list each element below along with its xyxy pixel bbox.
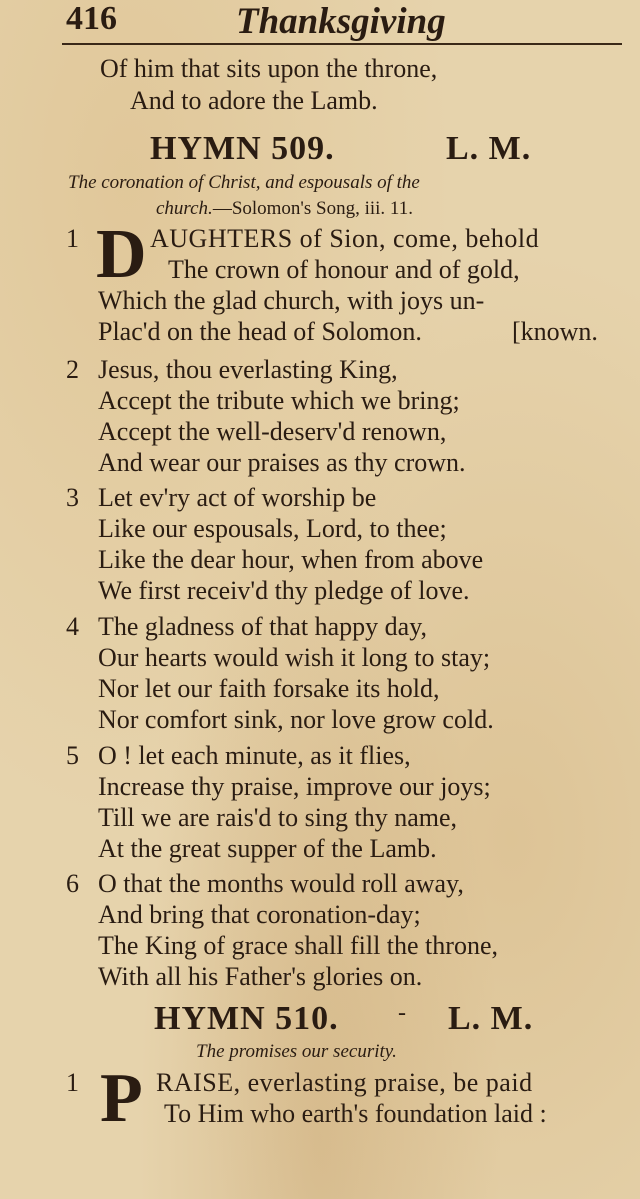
header-rule (62, 43, 622, 45)
verse-line: The King of grace shall fill the throne, (98, 931, 498, 960)
turnover-bracket: [known. (512, 317, 598, 346)
hymn-510-subtitle: The promises our security. (196, 1041, 397, 1062)
verse-line: Like the dear hour, when from above (98, 545, 484, 574)
verse-line: Which the glad church, with joys un- (98, 286, 485, 315)
verse-line: Accept the tribute which we bring; (98, 386, 460, 415)
continued-line-2: And to adore the Lamb. (130, 86, 378, 115)
hymn-509-subtitle-church: church. (156, 198, 213, 219)
hymn-510-meter: L. M. (448, 1000, 534, 1037)
verse-line: Jesus, thou everlasting King, (98, 355, 398, 384)
verse-line: The crown of honour and of gold, (168, 255, 520, 284)
verse-number: 5 (66, 741, 79, 770)
verse-line: Like our espousals, Lord, to thee; (98, 514, 447, 543)
verse-number: 1 (66, 224, 79, 253)
page-header (0, 0, 640, 44)
verse-line: With all his Father's glories on. (98, 962, 423, 991)
verse-line: And wear our praises as thy crown. (98, 448, 466, 477)
verse-number: 3 (66, 483, 79, 512)
verse-line: Let ev'ry act of worship be (98, 483, 377, 512)
verse-number: 6 (66, 869, 79, 898)
verse-line: Nor comfort sink, nor love grow cold. (98, 705, 494, 734)
verse-number: 2 (66, 355, 79, 384)
verse-line: And bring that coronation-day; (98, 900, 421, 929)
verse-line: Increase thy praise, improve our joys; (98, 772, 491, 801)
verse-line: We first receiv'd thy pledge of love. (98, 576, 470, 605)
verse-line: O that the months would roll away, (98, 869, 464, 898)
verse-number: 1 (66, 1068, 79, 1097)
verse-line: Plac'd on the head of Solomon. (98, 317, 422, 346)
hymn-509-meter: L. M. (446, 130, 532, 167)
verse-line: AUGHTERS of Sion, come, behold (150, 224, 540, 253)
hymn-509-subtitle-line-2 (156, 198, 413, 220)
running-title: Thanksgiving (236, 1, 446, 42)
verse-number: 4 (66, 612, 79, 641)
verse-line: To Him who earth's foundation laid : (164, 1099, 547, 1128)
verse-line: At the great supper of the Lamb. (98, 834, 437, 863)
hymn-510-number: HYMN 510. (154, 1000, 339, 1037)
continued-line-1: Of him that sits upon the throne, (100, 54, 438, 83)
verse-line: Our hearts would wish it long to stay; (98, 643, 491, 672)
verse-line: The gladness of that happy day, (98, 612, 427, 641)
verse-line: RAISE, everlasting praise, be paid (156, 1068, 533, 1097)
drop-cap: D (96, 216, 147, 293)
verse-line: Till we are rais'd to sing thy name, (98, 803, 458, 832)
verse-line: Accept the well-deserv'd renown, (98, 417, 447, 446)
page-number: 416 (66, 0, 117, 37)
verse-line: O ! let each minute, as it flies, (98, 741, 411, 770)
drop-cap: P (100, 1060, 143, 1137)
hymn-510-dash: - (398, 1000, 407, 1026)
hymn-509-number: HYMN 509. (150, 130, 335, 167)
hymn-509-subtitle-line-1: The coronation of Christ, and espousals of the (68, 172, 420, 193)
verse-line: Nor let our faith forsake its hold, (98, 674, 440, 703)
hymn-509-scripture-ref: —Solomon's Song, iii. 11. (212, 198, 413, 219)
